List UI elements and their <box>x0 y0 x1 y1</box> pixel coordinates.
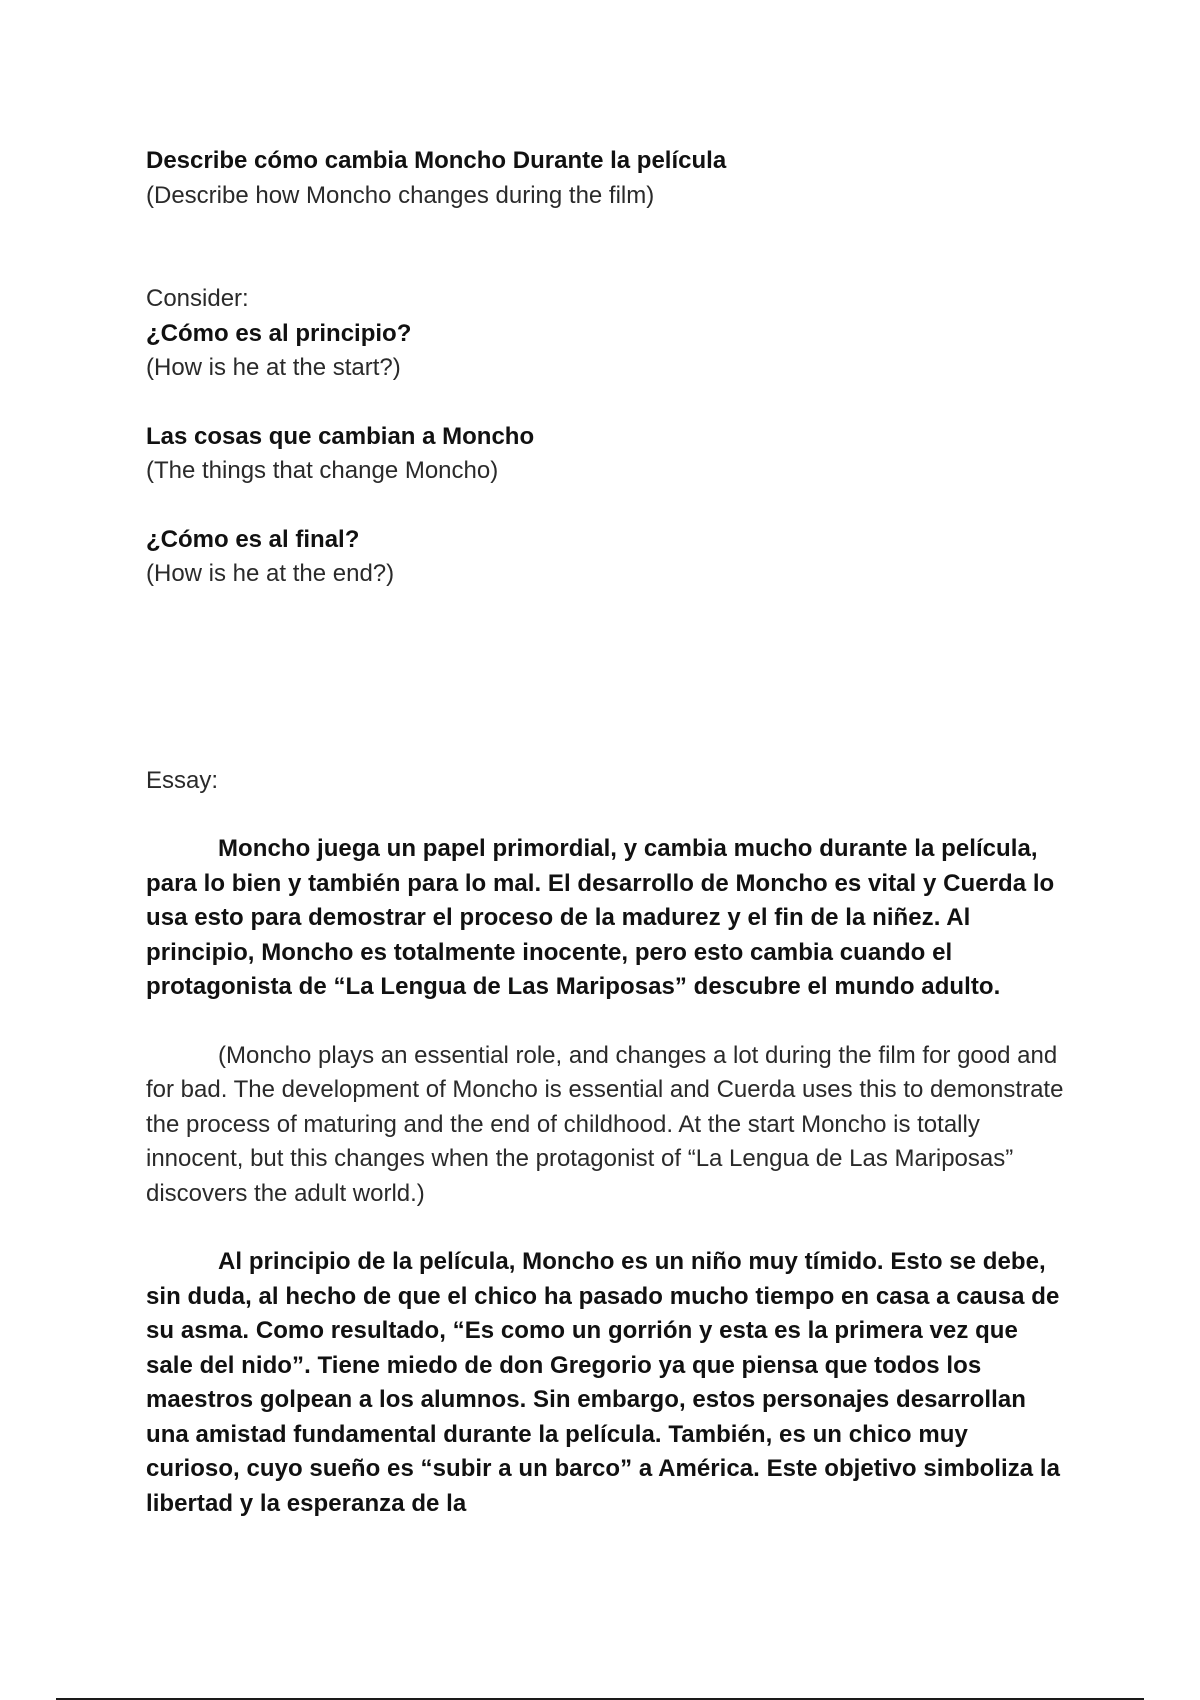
essay-paragraph-1-english: (Moncho plays an essential role, and changes a lot during the film for good and for bad. The development of Moncho is essential and Cuerda uses this to demonstrate the process of maturing and the end of childhood. At the start Moncho is totally innocent, but this changes when the protagonist of “La Lengua de Las Mariposas” discovers the adult world.) <box>146 1041 1064 1207</box>
spacer <box>146 798 1066 832</box>
title-english: (Describe how Moncho changes during the film) <box>146 181 655 209</box>
essay-label: Essay: <box>146 766 219 794</box>
consider-item-end-es: ¿Cómo es al final? <box>146 525 360 553</box>
document-content <box>146 144 1066 1521</box>
spacer <box>146 592 1066 764</box>
consider-item-end-en: (How is he at the end?) <box>146 560 395 587</box>
spacer <box>146 1211 1066 1245</box>
essay-paragraph-2-spanish: Al principio de la película, Moncho es un niño muy tímido. Esto se debe, sin duda, al hecho de que el chico ha pasado mucho tiempo en casa a causa de su asma. Como resultado, “Es como un gorrión y esta es la primera vez que sale del nido”. Tiene miedo de don Gregorio ya que piensa que todos los maestros golpean a los alumnos. Sin embargo, estos personajes desarrollan una amistad fundamental durante la película. También, es un chico muy curioso, cuyo sueño es “subir a un barco” a América. Este objetivo simboliza la libertad y la esperanza de la <box>146 1248 1060 1517</box>
essay-paragraph-1-spanish: Moncho juega un papel primordial, y cambia mucho durante la película, para lo bien y también para lo mal. El desarrollo de Moncho es vital y Cuerda lo usa esto para demostrar el proceso de la madurez y el fin de la niñez. Al principio, Moncho es totalmente inocente, pero esto cambia cuando el protagonista de “La Lengua de Las Mariposas” descubre el mundo adulto. <box>146 835 1055 1000</box>
consider-item-changes-es: Las cosas que cambian a Moncho <box>146 422 535 450</box>
consider-item-start-es: ¿Cómo es al principio? <box>146 319 412 347</box>
spacer <box>146 489 1066 523</box>
spacer <box>146 1005 1066 1039</box>
consider-item-start-en: (How is he at the start?) <box>146 354 401 381</box>
spacer <box>146 386 1066 420</box>
spacer <box>146 213 1066 282</box>
consider-item-changes-en: (The things that change Moncho) <box>146 457 499 484</box>
title-spanish: Describe cómo cambia Moncho Durante la película <box>146 147 727 174</box>
consider-label: Consider: <box>146 285 249 312</box>
